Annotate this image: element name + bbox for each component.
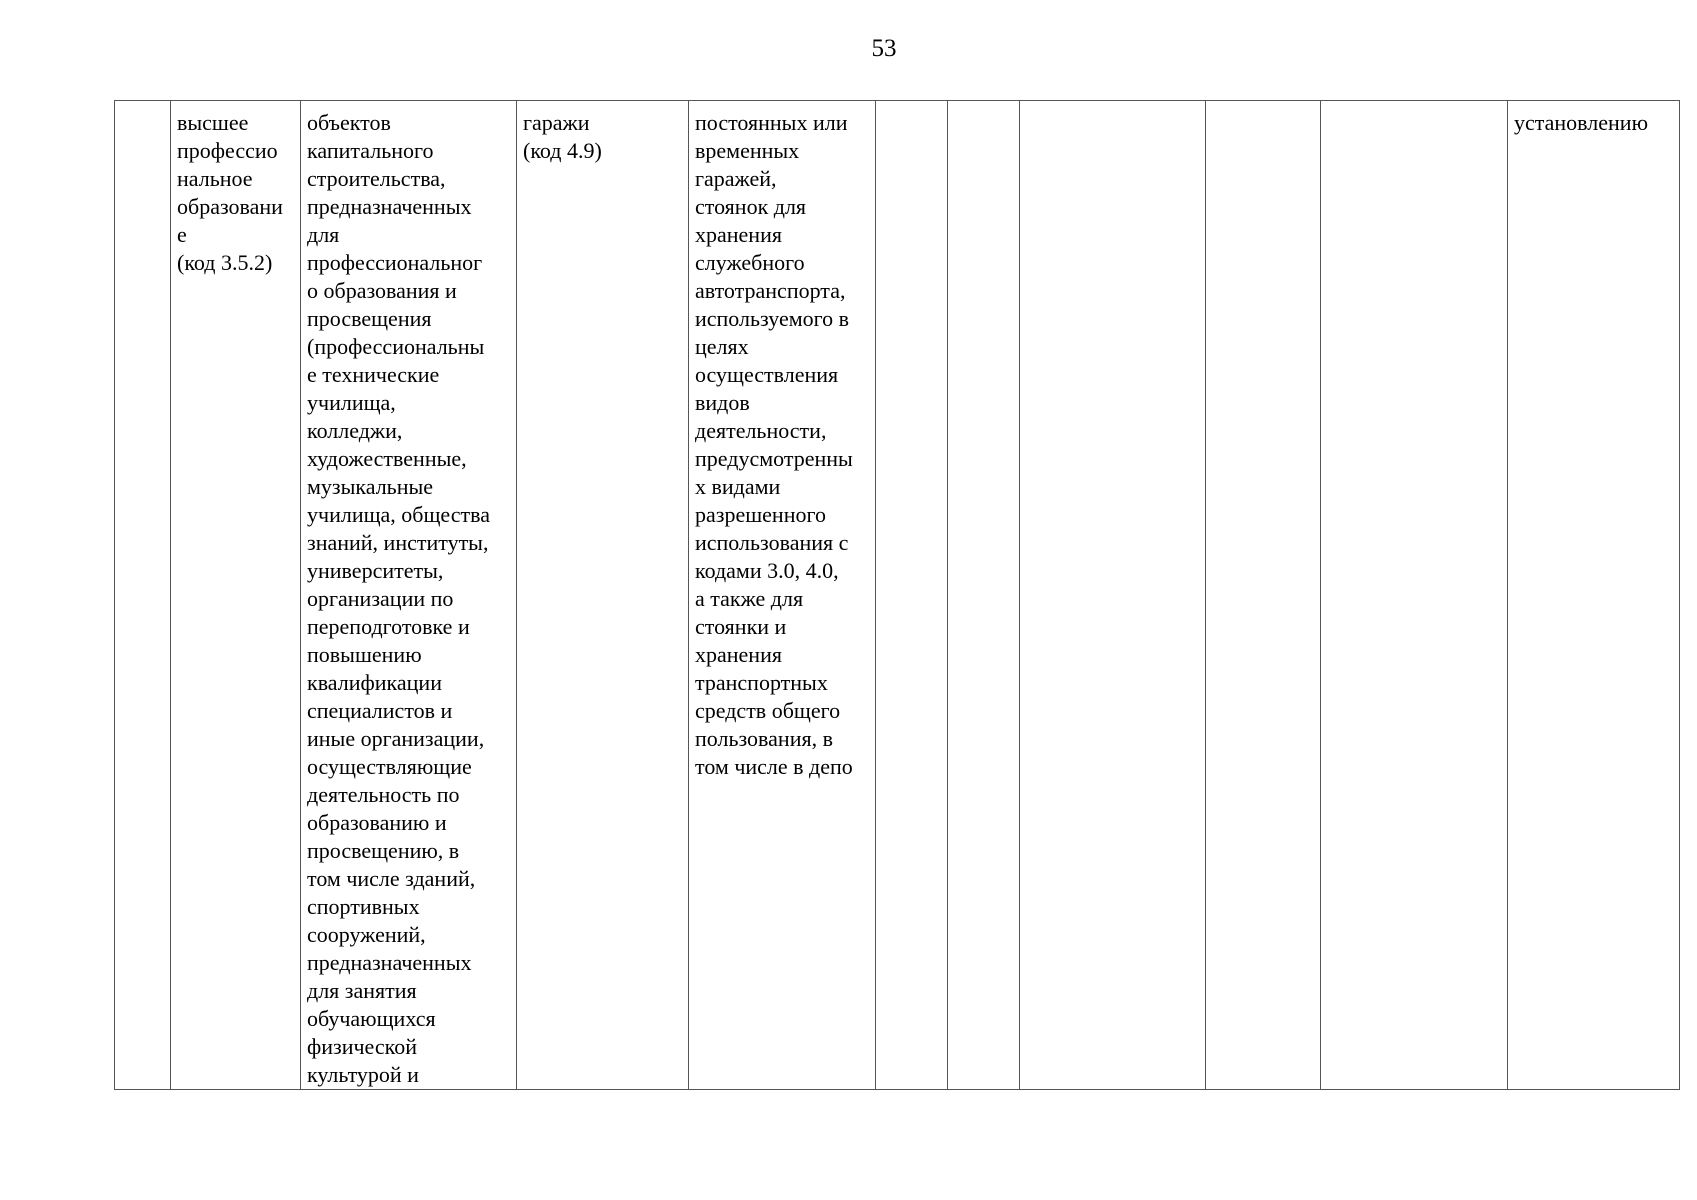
table-cell-auxiliary-use-type: гаражи (код 4.9) [517,101,689,1090]
table-cell [1020,101,1206,1090]
table-cell [876,101,948,1090]
table-cell-number [115,101,171,1090]
table-cell-auxiliary-use-description: постоянных или временных гаражей, стоянок для хранения служебного автотранспорта, используемого в целях осуществления видов деятельности, предусмотренны х видами разрешенного использования с кодами 3.0, 4.0, а также для стоянки и хранения транспортных средств общего пользования, в том числе в депо [689,101,876,1090]
table-cell [1206,101,1321,1090]
page-number: 53 [871,35,897,62]
table-cell-restrictions: установлению [1508,101,1680,1090]
table-row [115,101,1680,1090]
table-cell-land-use-type: высшее профессио нальное образовани е (код 3.5.2) [171,101,301,1090]
table-cell [1321,101,1508,1090]
table-cell-land-use-description: объектов капитального строительства, предназначенных для профессиональног о образования и просвещения (профессиональны е технические училища, колледжи, художественные, музыкальные училища, общества знаний, институты, университеты, организации по переподготовке и повышению квалификации специалистов и иные организации, осуществляющие деятельность по образованию и просвещению, в том числе зданий, спортивных сооружений, предназначенных для занятия обучающихся физической культурой и [301,101,517,1090]
land-use-table [114,100,1680,1090]
table-cell [948,101,1020,1090]
